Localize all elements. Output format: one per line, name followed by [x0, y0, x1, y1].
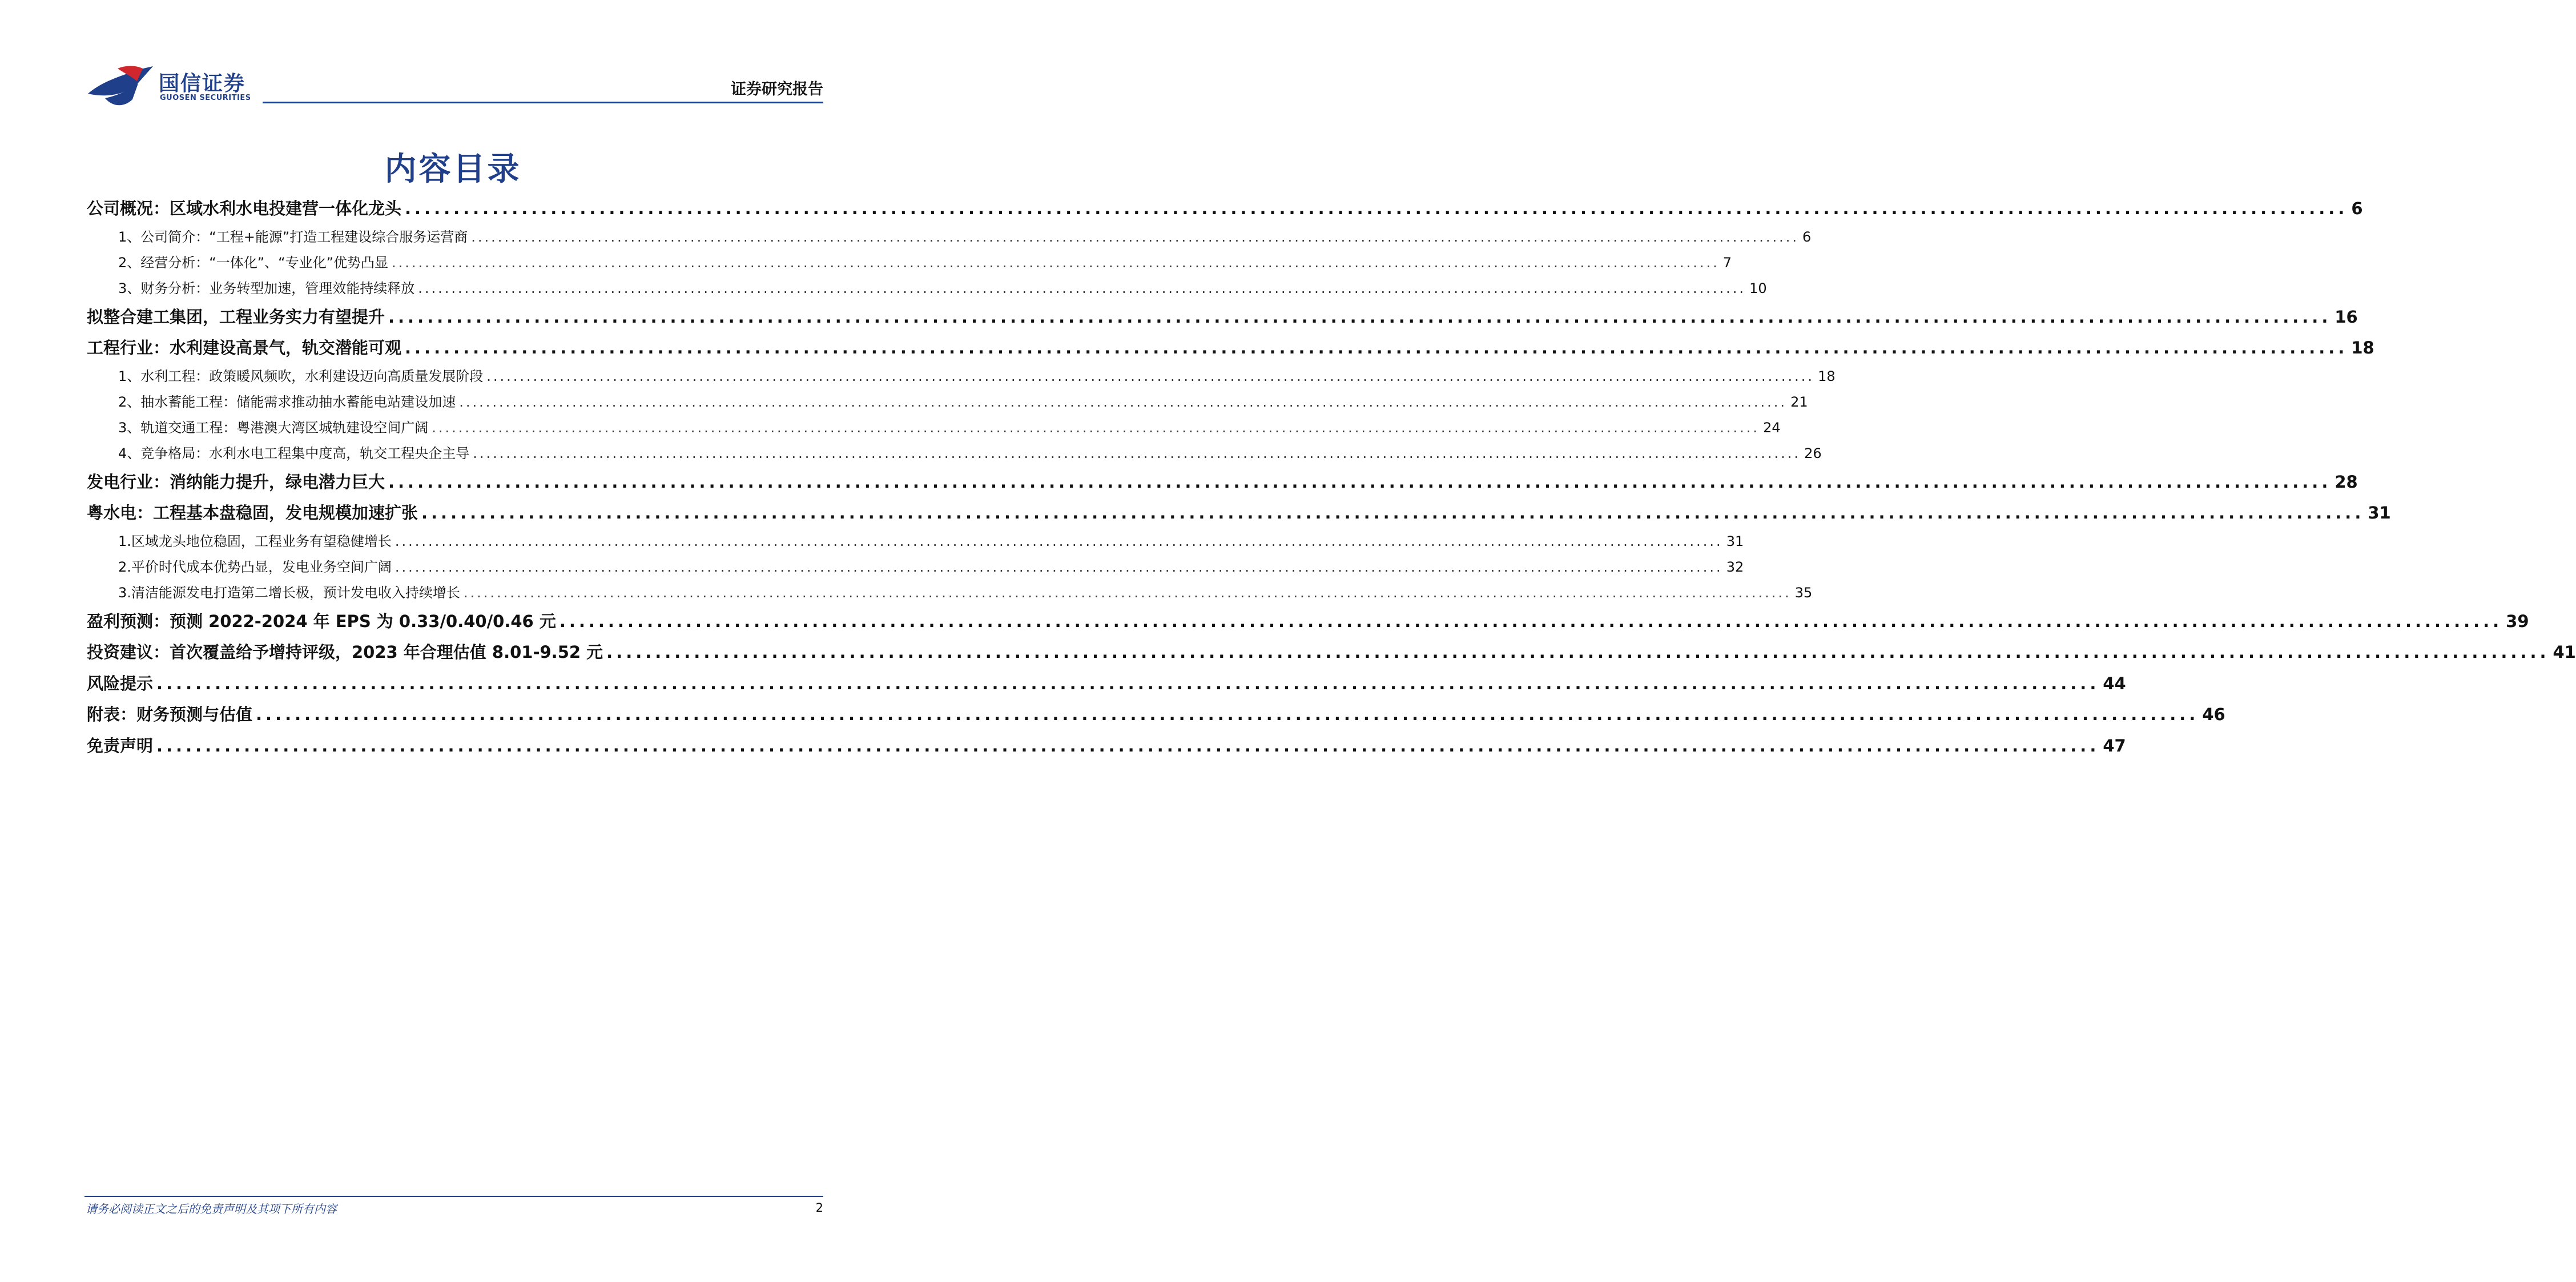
toc-entry-title: 风险提示: [87, 673, 154, 693]
toc-entry-page: 35: [1794, 584, 1813, 601]
toc-entry-subsection[interactable]: [87, 364, 1836, 389]
toc-dot-leader: ........................................................................................................................................................................................................: [405, 338, 2348, 357]
toc-entry-page: 31: [2368, 503, 2391, 523]
toc-entry-section[interactable]: [87, 730, 2126, 762]
toc-entry-section[interactable]: [87, 668, 2126, 700]
toc-entry-subsection[interactable]: [87, 276, 1767, 302]
toc-dot-leader: ........................................................................................................................................................................................................: [463, 584, 1792, 601]
toc-dot-leader: ........................................................................................................................................................................................................: [473, 445, 1801, 461]
toc-entry-page: 44: [2103, 673, 2126, 693]
toc-entry-page: 32: [1726, 558, 1744, 575]
toc-entry-section[interactable]: [87, 467, 2358, 498]
toc-entry-title: 工程行业：水利建设高景气，轨交潜能可观: [87, 338, 402, 357]
toc-entry-page: 18: [1818, 368, 1836, 384]
toc-dot-leader: ........................................................................................................................................................................................................: [421, 503, 2365, 523]
toc-dot-leader: ........................................................................................................................................................................................................: [606, 642, 2550, 662]
toc-entry-title: 拟整合建工集团，工程业务实力有望提升: [87, 307, 385, 327]
toc-entry-subsection[interactable]: [87, 529, 1744, 554]
toc-dot-leader: ........................................................................................................................................................................................................: [392, 254, 1720, 271]
logo-text-en: GUOSEN SECURITIES: [160, 94, 251, 102]
toc-entry-section[interactable]: [87, 302, 2358, 333]
toc-entry-section[interactable]: [87, 193, 2363, 224]
toc-entry-subsection[interactable]: [87, 389, 1808, 415]
toc-entry-page: 47: [2103, 736, 2126, 755]
toc-dot-leader: ........................................................................................................................................................................................................: [395, 558, 1723, 575]
toc-entry-subsection[interactable]: [87, 224, 1812, 250]
toc-entry-title: 附表：财务预测与估值: [87, 705, 253, 724]
toc-entry-title: 4、竞争格局：水利水电工程集中度高，轨交工程央企主导: [118, 445, 470, 461]
toc-entry-page: 21: [1790, 393, 1808, 410]
toc-dot-leader: ........................................................................................................................................................................................................: [388, 472, 2332, 492]
toc-entry-section[interactable]: [87, 606, 2529, 637]
toc-entry-page: 46: [2202, 705, 2225, 724]
toc-entry-title: 投资建议：首次覆盖给予增持评级，2023 年合理估值 8.01-9.52 元: [87, 642, 603, 662]
company-logo: [86, 64, 263, 108]
toc-entry-title: 3、财务分析：业务转型加速，管理效能持续释放: [118, 280, 415, 296]
toc-entry-title: 公司概况：区域水利水电投建营一体化龙头: [87, 199, 402, 218]
toc-entry-subsection[interactable]: [87, 554, 1744, 580]
toc-dot-leader: ........................................................................................................................................................................................................: [388, 307, 2332, 327]
toc-entry-subsection[interactable]: [87, 580, 1813, 606]
toc-entry-title: 免责声明: [87, 736, 154, 755]
toc-entry-page: 24: [1763, 419, 1781, 436]
toc-entry-page: 16: [2334, 307, 2358, 327]
toc-dot-leader: ........................................................................................................................................................................................................: [471, 228, 1800, 245]
toc-entry-page: 28: [2334, 472, 2358, 492]
page-number: 2: [815, 1201, 823, 1215]
page-title: 内容目录: [384, 151, 522, 188]
toc-dot-leader: ........................................................................................................................................................................................................: [156, 736, 2100, 755]
toc-entry-page: 41: [2553, 642, 2576, 662]
toc-entry-title: 粤水电：工程基本盘稳固，发电规模加速扩张: [87, 503, 418, 523]
toc-entry-title: 2、经营分析：“一体化”、“专业化”优势凸显: [118, 254, 389, 271]
footer-divider: [84, 1196, 823, 1197]
toc-entry-page: 39: [2506, 611, 2529, 631]
toc-entry-title: 1.区域龙头地位稳固，工程业务有望稳健增长: [118, 533, 392, 549]
toc-entry-title: 3.清洁能源发电打造第二增长极，预计发电收入持续增长: [118, 584, 460, 601]
logo-emblem-icon: [86, 64, 154, 108]
toc-dot-leader: ........................................................................................................................................................................................................: [405, 199, 2348, 218]
toc-entry-title: 2.平价时代成本优势凸显，发电业务空间广阔: [118, 558, 392, 575]
toc-entry-subsection[interactable]: [87, 250, 1732, 276]
toc-entry-subsection[interactable]: [87, 441, 1822, 467]
toc-entry-page: 10: [1749, 280, 1767, 296]
toc-entry-page: 18: [2351, 338, 2374, 357]
toc-entry-section[interactable]: [87, 497, 2391, 529]
table-of-contents: [87, 193, 2576, 761]
toc-entry-title: 3、轨道交通工程：粤港澳大湾区城轨建设空间广阔: [118, 419, 429, 436]
logo-text-cn: 国信证券: [159, 72, 246, 95]
disclaimer-note: 请务必阅读正文之后的免责声明及其项下所有内容: [86, 1202, 337, 1216]
toc-entry-page: 7: [1722, 254, 1732, 271]
toc-dot-leader: ........................................................................................................................................................................................................: [486, 368, 1815, 384]
header-divider: [263, 102, 823, 103]
toc-entry-page: 6: [1802, 228, 1812, 245]
toc-dot-leader: ........................................................................................................................................................................................................: [256, 705, 2199, 724]
toc-entry-title: 2、抽水蓄能工程：储能需求推动抽水蓄能电站建设加速: [118, 393, 456, 410]
toc-dot-leader: ........................................................................................................................................................................................................: [395, 533, 1723, 549]
toc-entry-title: 盈利预测：预测 2022-2024 年 EPS 为 0.33/0.40/0.46 元: [87, 611, 556, 631]
toc-dot-leader: ........................................................................................................................................................................................................: [418, 280, 1746, 296]
toc-dot-leader: ........................................................................................................................................................................................................: [432, 419, 1760, 436]
report-type-label: 证券研究报告: [731, 81, 823, 98]
toc-entry-section[interactable]: [87, 332, 2374, 364]
toc-entry-page: 6: [2351, 199, 2363, 218]
toc-entry-title: 1、水利工程：政策暖风频吹，水利建设迈向高质量发展阶段: [118, 368, 484, 384]
toc-entry-page: 31: [1726, 533, 1744, 549]
toc-entry-subsection[interactable]: [87, 415, 1781, 441]
toc-entry-page: 26: [1804, 445, 1822, 461]
toc-entry-section[interactable]: [87, 699, 2225, 730]
toc-entry-title: 发电行业：消纳能力提升，绿电潜力巨大: [87, 472, 385, 492]
toc-dot-leader: ........................................................................................................................................................................................................: [559, 611, 2503, 631]
toc-entry-title: 1、公司简介：“工程+能源”打造工程建设综合服务运营商: [118, 228, 468, 245]
toc-dot-leader: ........................................................................................................................................................................................................: [156, 673, 2100, 693]
toc-dot-leader: ........................................................................................................................................................................................................: [459, 393, 1788, 410]
toc-entry-section[interactable]: [87, 637, 2576, 668]
